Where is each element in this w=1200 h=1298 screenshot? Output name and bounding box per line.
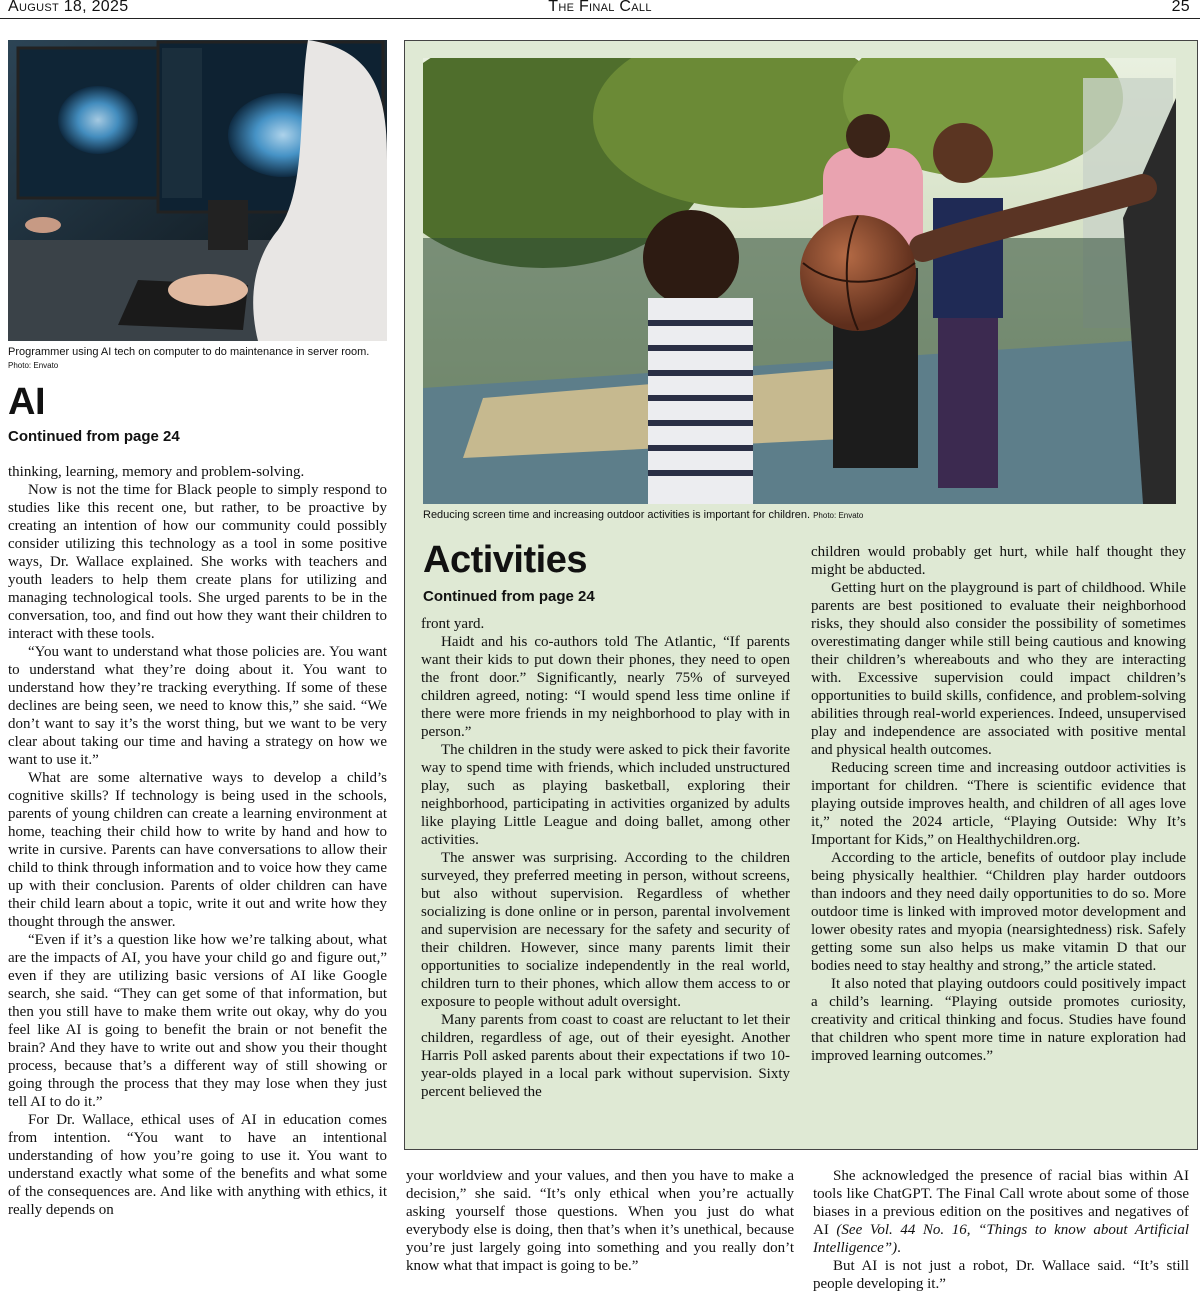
paragraph-text: She acknowledged the presence of racial bias within AI tools like ChatGPT. The Final Call wrote about some of those biases in a previous edition on the positives and negatives of AI <box>813 1168 1189 1238</box>
ai-article-column-2 <box>406 1167 794 1275</box>
activities-headline: Activities <box>423 539 587 581</box>
paragraph-end: . <box>897 1240 901 1256</box>
activities-continued-label: Continued from page 24 <box>423 588 595 605</box>
outdoor-court-illustration <box>423 58 1176 504</box>
page-number: 25 <box>1171 0 1190 15</box>
ai-paragraph: For Dr. Wallace, ethical uses of AI in education comes from intention. “You want to have an intentional understanding of how you’re going to use it. You want to understand exactly what some of the benefits and what some of the consequences are. And like with anything with ethics, it really depends on <box>8 1112 387 1218</box>
activities-paragraph: It also noted that playing outdoors could positively impact a child’s learning. “Playing outside promotes curiosity, creativity and critical thinking and focus. Studies have found that children who spent more time in nature exploration had improved learning outcomes.” <box>811 976 1186 1064</box>
issue-date: August 18, 2025 <box>8 0 129 15</box>
activities-paragraph: children would probably get hurt, while half thought they might be abducted. <box>811 544 1186 578</box>
photo-credit: Photo: Envato <box>813 511 864 520</box>
ai-paragraph: “Even if it’s a question like how we’re talking about, what are the impacts of AI, you have your child go and figure out,” even if they are utilizing basic versions of AI like Google search, she said. “They can get some of that information, but then you still have to make them write out okay, why do you feel like AI is going to benefit the brain or not benefit the brain? And they have to write out and show you their thought process, because that’s a different way of still showing or going through the process that they may lose when they just tell AI to do it.” <box>8 932 387 1110</box>
ai-continued-label: Continued from page 24 <box>8 428 180 445</box>
activities-column-1 <box>421 615 790 1101</box>
ai-paragraph: your worldview and your values, and then you have to make a decision,” she said. “It’s only ethical when you’re actually asking yourself those questions. When you just do what everybody else is doing, then that’s when it’s unethical, because you’re just largely going into something and you really don’t know what that impact is going to be.” <box>406 1168 794 1274</box>
caption-text: Reducing screen time and increasing outdoor activities is important for children. <box>423 509 811 521</box>
ai-paragraph: What are some alternative ways to develop a child’s cognitive skills? If technology is being used in the schools, parents of young children can create a learning environment at home, teaching their child how to write by hand and how to write in cursive. Parents can have conversations to allow their child to think through information and to voice how they came up with their conclusion. Parents of older children can have their child learn about a topic, write it out and write how they thought through the answer. <box>8 770 387 930</box>
publication-name: The Final Call <box>548 0 652 15</box>
photo-credit: Photo: Envato <box>8 361 59 370</box>
activities-paragraph: Many parents from coast to coast are reluctant to let their children, regardless of age, out of their eyesight. Another Harris Poll asked parents about their expectations if two 10-year-olds played in a local park without supervision. Sixty percent believed the <box>421 1012 790 1100</box>
activities-paragraph: According to the article, benefits of outdoor play include being physically healthier. “Children play harder outdoors than indoors and they need daily opportunities to do so. More outdoor time is linked with improved motor development and lower obesity rates and myopia (nearsightedness) risk. Safely getting some sun also helps us make vitamin D that our bodies need to stay healthy and strong,” the article stated. <box>811 850 1186 974</box>
activities-paragraph: front yard. <box>421 616 485 632</box>
ai-paragraph: “You want to understand what those policies are. You want to understand what they’re doing about it. You want to understand how they’re tracking everything. If some of these declines are being seen, we need to know this,” she said. “We don’t want to say it’s the worst thing, but we want to be very clear about taking our time and having a strategy on how we want to use it.” <box>8 644 387 768</box>
activities-paragraph: The children in the study were asked to pick their favorite way to spend time with friends, which included unstructured play, such as playing basketball, exploring their neighborhood, participating in activities organized by adults like playing Little League and doing ballet, among other activities. <box>421 742 790 848</box>
ai-article-column-3 <box>813 1167 1189 1293</box>
activities-paragraph: Getting hurt on the playground is part of childhood. While parents are best positioned to evaluate their neighborhood risks, they should also consider the possibility of sometimes overestimating danger while still being cautious and knowing their children’s whereabouts and who they are interacting with. Excessive supervision could impact children’s opportunities to build skills, confidence, and problem-solving abilities through real-world experiences. Indeed, unsupervised play and independence are associated with positive mental and physical health outcomes. <box>811 580 1186 758</box>
server-room-illustration <box>8 40 387 341</box>
ai-headline: AI <box>8 381 45 423</box>
ai-paragraph: Now is not the time for Black people to simply respond to studies like this recent one, but rather, to be proactive by creating an intention of how our community could possibly consider utilizing this technology as a tool in some positive ways, Dr. Wallace explained. She works with teachers and youth leaders to help them create plans for utilizing and managing technological tools. She urged parents to be in the conversation, too, and find out how they want their children to interact with these tools. <box>8 482 387 642</box>
ai-paragraph: thinking, learning, memory and problem-solving. <box>8 464 305 480</box>
activities-photo-caption <box>423 509 1183 522</box>
activities-column-2 <box>811 543 1186 1065</box>
reference-italic: (See Vol. 44 No. 16, “Things to know about Artificial Intelligence”) <box>813 1222 1190 1256</box>
caption-text: Programmer using AI tech on computer to do maintenance in server room. <box>8 346 370 358</box>
activities-paragraph: Haidt and his co-authors told The Atlantic, “If parents want their kids to put down their phones, they need to open the front door.” Significantly, nearly 75% of surveyed children agreed, noting: “I would spend less time online if there were more friends in my neighborhood to play with in person.” <box>421 634 790 740</box>
activities-paragraph: The answer was surprising. According to the children surveyed, they preferred meeting in person, without screens, but also without supervision. Regardless of whether socializing is done online or in person, parental involvement and supervision are necessary for the safety and security of their children. However, since many parents limit their opportunities to socialize independently in the real world, children turn to their phones, which allow them access to or exposure to people without adult oversight. <box>421 850 790 1010</box>
ai-photo-caption <box>8 346 398 372</box>
ai-article-column-1 <box>8 463 387 1219</box>
ai-paragraph: But AI is not just a robot, Dr. Wallace said. “It’s still people developing it.” <box>813 1258 1189 1292</box>
ai-paragraph <box>813 1167 1189 1257</box>
page-header <box>0 0 1200 19</box>
children-basketball-photo <box>423 58 1176 504</box>
activities-paragraph: Reducing screen time and increasing outdoor activities is important for children. “There is scientific evidence that playing outside improves health, and children of all ages love it,” noted the 2024 article, “Playing Outside: Why It’s Important for Kids,” on Healthychildren.org. <box>811 760 1186 848</box>
ai-programmer-photo <box>8 40 387 341</box>
